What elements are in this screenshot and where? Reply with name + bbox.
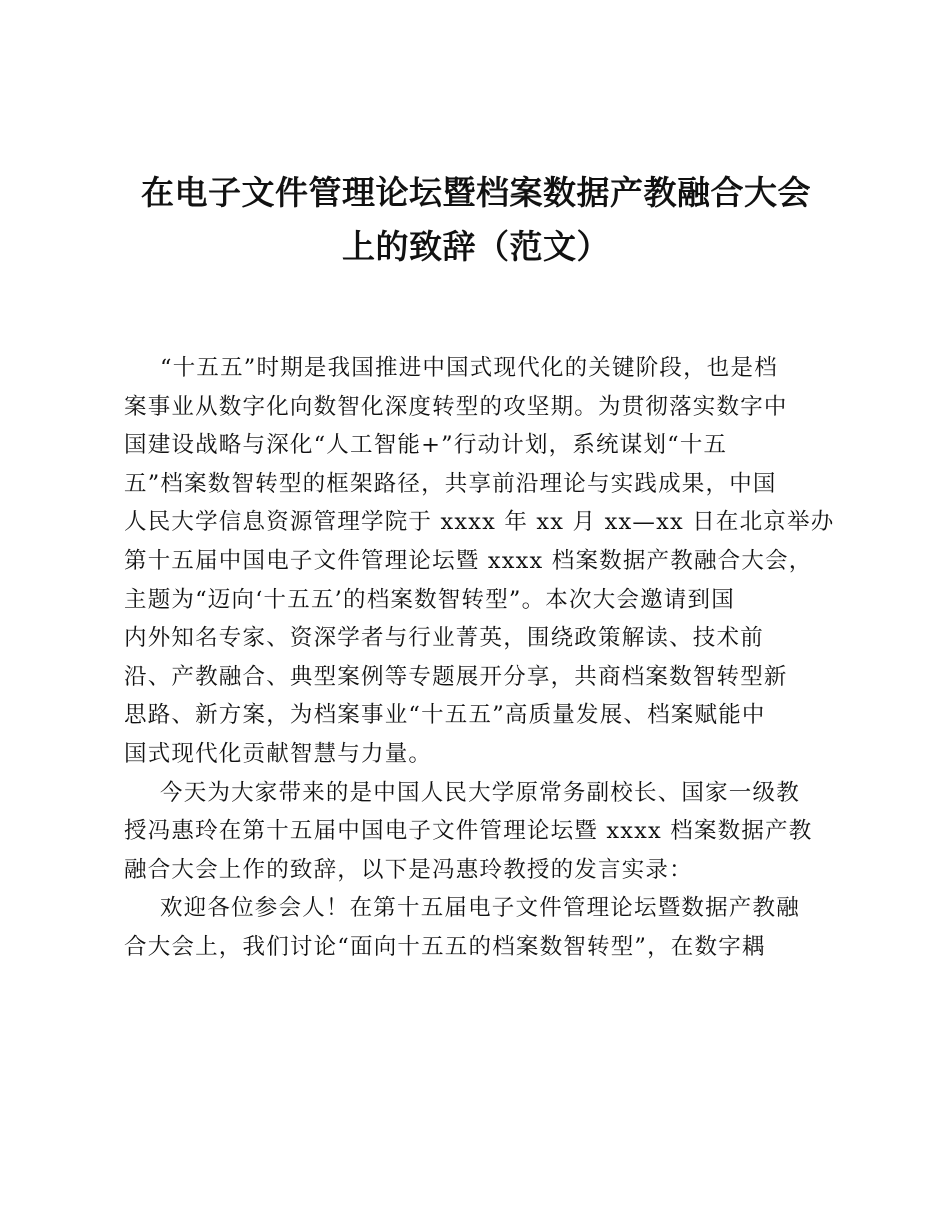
text-line: 人民大学信息资源管理学院于 xxxx 年 xx 月 xx—xx 日在北京举办 [124,509,835,536]
text-line: 合大会上，我们讨论“面向十五五的档案数智转型”，在数字耦 [124,933,766,960]
text-line: 主题为“迈向‘十五五’的档案数智转型”。本次大会邀请到国 [124,586,735,613]
text-line: 融合大会上作的致辞，以下是冯惠玲教授的发言实录： [124,856,693,883]
text-line: 内外知名专家、资深学者与行业菁英，围绕政策解读、技术前 [124,625,764,652]
paragraph-speaker-intro [124,774,832,890]
document-title [120,166,832,274]
text-line: 今天为大家带来的是中国人民大学原常务副校长、国家一级教 [160,779,800,806]
text-line: 国式现代化贡献智慧与力量。 [124,740,433,767]
text-line: 五”档案数智转型的框架路径，共享前沿理论与实践成果，中国 [124,470,777,497]
title-line-2: 上的致辞（范文） [342,227,610,266]
document-body [124,349,835,967]
text-line: 国建设战略与深化“人工智能+”行动计划，系统谋划“十五 [124,432,728,459]
text-line: 案事业从数字化向数智化深度转型的攻坚期。为贯彻落实数字中 [124,393,788,420]
text-line: 思路、新方案，为档案事业“十五五”高质量发展、档案赋能中 [124,702,766,729]
text-line: 欢迎各位参会人！在第十五届电子文件管理论坛暨数据产教融 [160,895,800,922]
paragraph-intro [124,349,835,774]
paragraph-speech-start [124,889,832,966]
text-line: “十五五”时期是我国推进中国式现代化的关键阶段，也是档 [160,355,778,381]
text-line: 第十五届中国电子文件管理论坛暨 xxxx 档案数据产教融合大会， [124,547,813,574]
text-line: 授冯惠玲在第十五届中国电子文件管理论坛暨 xxxx 档案数据产教 [124,818,813,845]
title-line-1: 在电子文件管理论坛暨档案数据产教融合大会 [141,173,811,212]
text-line: 沿、产教融合、典型案例等专题展开分享，共商档案数智转型新 [124,663,788,690]
